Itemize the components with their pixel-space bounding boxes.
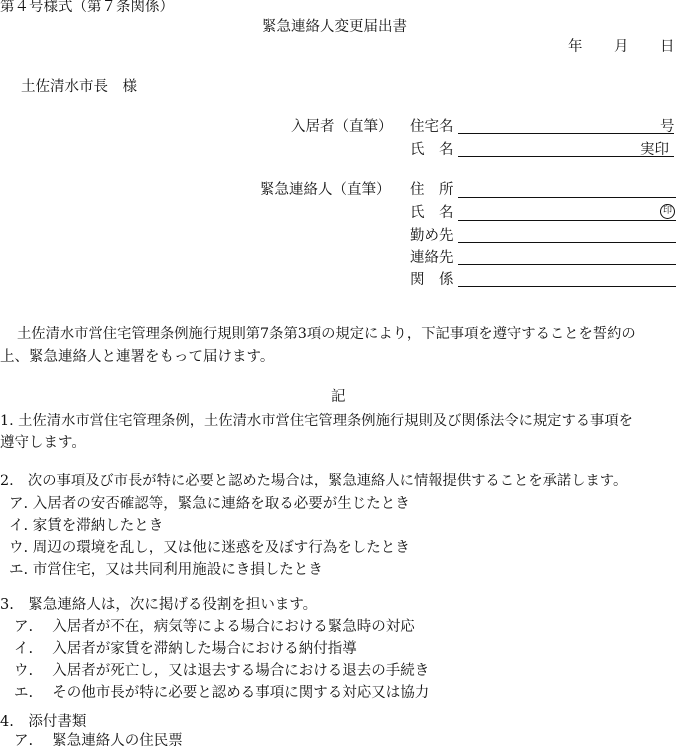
contact-workplace-field[interactable] — [458, 242, 676, 243]
contact-address-field[interactable] — [458, 197, 676, 198]
contact-name-label: 氏 名 — [410, 205, 454, 221]
item-3-sub-b: イ. 入居者が家賃を滞納した場合における納付指導 — [14, 641, 357, 657]
contact-relation-field[interactable] — [458, 286, 676, 287]
resident-address-suffix: 号 — [660, 119, 675, 135]
item-2-sub-d: エ. 市営住宅，又は共同利用施設にき損したとき — [9, 562, 323, 578]
item-2-sub-b: イ. 家賃を滞納したとき — [9, 518, 164, 534]
item-2-heading: 2. 次の事項及び市長が特に必要と認めた場合は，緊急連絡人に情報提供することを承諾します。 — [0, 473, 628, 489]
item-2-sub-a: ア. 入居者の安否確認等，緊急に連絡を取る必要が生じたとき — [9, 496, 410, 512]
form-title: 緊急連絡人変更届出書 — [262, 19, 407, 35]
resident-role: 入居者（直筆） — [291, 119, 393, 135]
resident-address-label: 住宅名 — [410, 119, 454, 135]
notice-heading: 記 — [331, 389, 346, 405]
date-year: 年 — [568, 39, 583, 55]
item-3-sub-c: ウ. 入居者が死亡し，又は退去する場合における退去の手続き — [14, 663, 430, 679]
intro-line-2: 上、緊急連絡人と連署をもって届けます。 — [0, 349, 275, 365]
resident-address-field[interactable] — [458, 133, 674, 134]
item-3-sub-a: ア. 入居者が不在，病気等による場合における緊急時の対応 — [14, 619, 415, 635]
form-number: 第４号様式（第７条関係） — [0, 0, 174, 15]
date-day: 日 — [660, 39, 675, 55]
item-1-line-1: 1. 土佐清水市営住宅管理条例，土佐清水市営住宅管理条例施行規則及び関係法令に規定する事項を — [0, 413, 633, 429]
contact-relation-label: 関 係 — [410, 272, 454, 288]
resident-name-label: 氏 名 — [410, 142, 454, 158]
seal-icon: 印 — [660, 204, 675, 219]
contact-name-field[interactable] — [458, 220, 676, 221]
item-4-sub-a: ア. 緊急連絡人の住民票 — [14, 733, 183, 749]
item-1-line-2: 遵守します。 — [0, 435, 86, 451]
resident-seal-label: 実印 — [640, 142, 669, 158]
contact-address-label: 住 所 — [410, 182, 454, 198]
item-3-heading: 3. 緊急連絡人は，次に掲げる役割を担います。 — [0, 597, 318, 613]
intro-line-1: 土佐清水市営住宅管理条例施行規則第7条第3項の規定により，下記事項を遵守することを誓約の — [17, 326, 636, 342]
contact-workplace-label: 勤め先 — [410, 228, 454, 244]
date-month: 月 — [614, 39, 629, 55]
contact-phone-field[interactable] — [458, 264, 676, 265]
addressee: 土佐清水市長 様 — [21, 79, 137, 95]
contact-role: 緊急連絡人（直筆） — [260, 182, 391, 198]
contact-phone-label: 連絡先 — [410, 250, 454, 266]
item-2-sub-c: ウ. 周辺の環境を乱し，又は他に迷惑を及ぼす行為をしたとき — [9, 540, 410, 556]
item-4-heading: 4. 添付書類 — [0, 714, 87, 730]
item-3-sub-d: エ. その他市長が特に必要と認める事項に関する対応又は協力 — [14, 685, 430, 701]
